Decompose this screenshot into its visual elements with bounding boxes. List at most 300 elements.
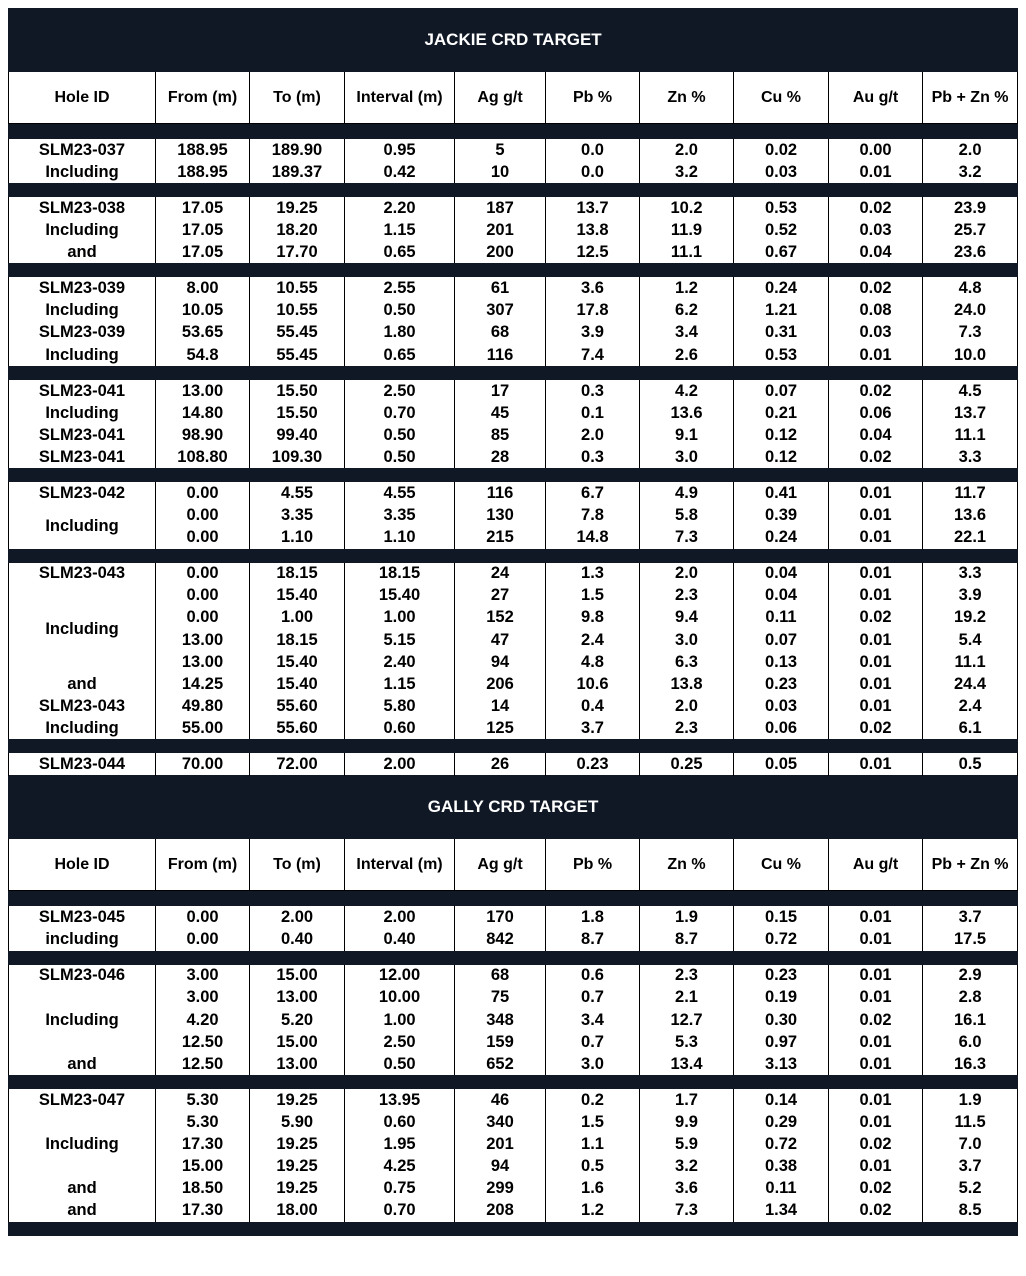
column-header: Hole ID	[9, 839, 156, 891]
table-row	[9, 1155, 1018, 1177]
cu-cell: 0.11	[734, 1177, 829, 1199]
zn-cell: 2.3	[640, 585, 734, 607]
zn-cell: 2.0	[640, 139, 734, 161]
cu-cell: 0.23	[734, 673, 829, 695]
to-cell: 15.00	[250, 965, 345, 987]
pb-cell: 0.1	[546, 402, 640, 424]
au-cell: 0.01	[829, 1089, 923, 1111]
from-cell: 53.65	[156, 322, 250, 344]
pbzn-cell: 0.5	[923, 753, 1018, 776]
column-header: To (m)	[250, 72, 345, 124]
to-cell: 10.55	[250, 300, 345, 322]
pb-cell: 1.5	[546, 585, 640, 607]
interval-cell: 0.50	[345, 1053, 455, 1075]
to-cell: 0.40	[250, 928, 345, 950]
column-header: Interval (m)	[345, 839, 455, 891]
pb-cell: 0.0	[546, 139, 640, 161]
interval-cell: 10.00	[345, 987, 455, 1009]
zn-cell: 3.6	[640, 1177, 734, 1199]
pbzn-cell: 6.1	[923, 717, 1018, 739]
pb-cell: 8.7	[546, 928, 640, 950]
pb-cell: 12.5	[546, 241, 640, 263]
pbzn-cell: 2.4	[923, 695, 1018, 717]
interval-cell: 1.15	[345, 673, 455, 695]
ag-cell: 75	[455, 987, 546, 1009]
au-cell: 0.01	[829, 651, 923, 673]
pb-cell: 2.4	[546, 629, 640, 651]
pbzn-cell: 5.4	[923, 629, 1018, 651]
pb-cell: 0.23	[546, 753, 640, 776]
pbzn-cell: 13.6	[923, 504, 1018, 526]
group-separator	[9, 549, 1018, 563]
to-cell: 3.35	[250, 504, 345, 526]
table-row	[9, 344, 1018, 366]
cu-cell: 0.04	[734, 563, 829, 585]
table-row	[9, 717, 1018, 739]
zn-cell: 1.2	[640, 277, 734, 299]
cu-cell: 0.41	[734, 482, 829, 504]
pb-cell: 1.6	[546, 1177, 640, 1199]
pbzn-cell: 3.7	[923, 1155, 1018, 1177]
from-cell: 13.00	[156, 629, 250, 651]
hole-id-cell: and	[9, 1053, 156, 1075]
hole-id-cell: Including	[9, 344, 156, 366]
table-row	[9, 1031, 1018, 1053]
column-header: To (m)	[250, 839, 345, 891]
pb-cell: 9.8	[546, 607, 640, 629]
zn-cell: 4.9	[640, 482, 734, 504]
interval-cell: 0.75	[345, 1177, 455, 1199]
ag-cell: 26	[455, 753, 546, 776]
cu-cell: 0.72	[734, 1133, 829, 1155]
pb-cell: 0.7	[546, 987, 640, 1009]
separator-cell	[9, 739, 1018, 753]
from-cell: 14.25	[156, 673, 250, 695]
ag-cell: 299	[455, 1177, 546, 1199]
cu-cell: 0.23	[734, 965, 829, 987]
pbzn-cell: 23.9	[923, 197, 1018, 219]
pb-cell: 13.8	[546, 219, 640, 241]
table-row	[9, 504, 1018, 526]
cu-cell: 0.97	[734, 1031, 829, 1053]
pbzn-cell: 19.2	[923, 607, 1018, 629]
interval-cell: 1.80	[345, 322, 455, 344]
au-cell: 0.01	[829, 753, 923, 776]
hole-id-cell: SLM23-046	[9, 965, 156, 987]
cu-cell: 0.31	[734, 322, 829, 344]
column-header-row	[9, 839, 1018, 891]
interval-cell: 1.00	[345, 1009, 455, 1031]
group-separator	[9, 739, 1018, 753]
zn-cell: 3.2	[640, 1155, 734, 1177]
from-cell: 5.30	[156, 1111, 250, 1133]
column-header: Pb + Zn %	[923, 839, 1018, 891]
pbzn-cell: 7.3	[923, 322, 1018, 344]
zn-cell: 11.1	[640, 241, 734, 263]
interval-cell: 12.00	[345, 965, 455, 987]
to-cell: 109.30	[250, 446, 345, 468]
cu-cell: 3.13	[734, 1053, 829, 1075]
zn-cell: 13.8	[640, 673, 734, 695]
ag-cell: 652	[455, 1053, 546, 1075]
interval-cell: 4.25	[345, 1155, 455, 1177]
ag-cell: 85	[455, 424, 546, 446]
au-cell: 0.01	[829, 629, 923, 651]
column-header: Cu %	[734, 72, 829, 124]
au-cell: 0.01	[829, 1031, 923, 1053]
table-row	[9, 446, 1018, 468]
zn-cell: 1.7	[640, 1089, 734, 1111]
to-cell: 19.25	[250, 197, 345, 219]
table-row	[9, 219, 1018, 241]
au-cell: 0.01	[829, 673, 923, 695]
zn-cell: 6.2	[640, 300, 734, 322]
from-cell: 12.50	[156, 1053, 250, 1075]
from-cell: 5.30	[156, 1089, 250, 1111]
ag-cell: 152	[455, 607, 546, 629]
table-row	[9, 482, 1018, 504]
interval-cell: 2.55	[345, 277, 455, 299]
ag-cell: 47	[455, 629, 546, 651]
interval-cell: 0.42	[345, 161, 455, 183]
hole-id-cell: SLM23-039	[9, 277, 156, 299]
au-cell: 0.03	[829, 219, 923, 241]
interval-cell: 3.35	[345, 504, 455, 526]
to-cell: 99.40	[250, 424, 345, 446]
pb-cell: 0.3	[546, 446, 640, 468]
to-cell: 55.60	[250, 695, 345, 717]
pbzn-cell: 11.7	[923, 482, 1018, 504]
separator-cell	[9, 951, 1018, 965]
ag-cell: 28	[455, 446, 546, 468]
hole-id-cell: and	[9, 241, 156, 263]
interval-cell: 2.00	[345, 906, 455, 928]
zn-cell: 5.8	[640, 504, 734, 526]
cu-cell: 0.24	[734, 526, 829, 548]
pbzn-cell: 11.5	[923, 1111, 1018, 1133]
cu-cell: 0.07	[734, 629, 829, 651]
cu-cell: 1.21	[734, 300, 829, 322]
au-cell: 0.02	[829, 717, 923, 739]
au-cell: 0.02	[829, 1177, 923, 1199]
cu-cell: 0.06	[734, 717, 829, 739]
pbzn-cell: 4.8	[923, 277, 1018, 299]
pb-cell: 0.5	[546, 1155, 640, 1177]
interval-cell: 2.50	[345, 380, 455, 402]
table-row	[9, 585, 1018, 607]
interval-cell: 18.15	[345, 563, 455, 585]
column-header: From (m)	[156, 839, 250, 891]
pb-cell: 3.9	[546, 322, 640, 344]
table-row	[9, 322, 1018, 344]
to-cell: 55.45	[250, 322, 345, 344]
table-row	[9, 987, 1018, 1009]
pbzn-cell: 3.7	[923, 906, 1018, 928]
from-cell: 70.00	[156, 753, 250, 776]
au-cell: 0.01	[829, 526, 923, 548]
zn-cell: 8.7	[640, 928, 734, 950]
pbzn-cell: 2.8	[923, 987, 1018, 1009]
zn-cell: 11.9	[640, 219, 734, 241]
from-cell: 0.00	[156, 563, 250, 585]
from-cell: 0.00	[156, 482, 250, 504]
zn-cell: 3.0	[640, 629, 734, 651]
interval-cell: 1.00	[345, 607, 455, 629]
interval-cell: 0.50	[345, 300, 455, 322]
ag-cell: 68	[455, 322, 546, 344]
ag-cell: 14	[455, 695, 546, 717]
au-cell: 0.01	[829, 563, 923, 585]
from-cell: 108.80	[156, 446, 250, 468]
to-cell: 18.15	[250, 563, 345, 585]
cu-cell: 0.30	[734, 1009, 829, 1031]
au-cell: 0.00	[829, 139, 923, 161]
au-cell: 0.08	[829, 300, 923, 322]
ag-cell: 27	[455, 585, 546, 607]
column-header: Ag g/t	[455, 72, 546, 124]
hole-id-cell: Including	[9, 585, 156, 673]
cu-cell: 0.04	[734, 585, 829, 607]
section-title-row	[9, 776, 1018, 839]
to-cell: 189.37	[250, 161, 345, 183]
pbzn-cell: 3.3	[923, 563, 1018, 585]
hole-id-cell: SLM23-037	[9, 139, 156, 161]
pbzn-cell: 5.2	[923, 1177, 1018, 1199]
cu-cell: 0.15	[734, 906, 829, 928]
table-row	[9, 651, 1018, 673]
hole-id-cell: and	[9, 1177, 156, 1199]
pb-cell: 3.0	[546, 1053, 640, 1075]
table-row	[9, 1133, 1018, 1155]
cu-cell: 0.13	[734, 651, 829, 673]
pb-cell: 0.2	[546, 1089, 640, 1111]
pbzn-cell: 2.0	[923, 139, 1018, 161]
from-cell: 0.00	[156, 928, 250, 950]
au-cell: 0.02	[829, 607, 923, 629]
hole-id-cell: SLM23-039	[9, 322, 156, 344]
cu-cell: 0.72	[734, 928, 829, 950]
au-cell: 0.02	[829, 380, 923, 402]
au-cell: 0.02	[829, 446, 923, 468]
to-cell: 19.25	[250, 1133, 345, 1155]
pbzn-cell: 13.7	[923, 402, 1018, 424]
hole-id-cell: SLM23-047	[9, 1089, 156, 1111]
table-row	[9, 424, 1018, 446]
from-cell: 17.05	[156, 197, 250, 219]
column-header: Interval (m)	[345, 72, 455, 124]
au-cell: 0.02	[829, 1009, 923, 1031]
interval-cell: 0.70	[345, 402, 455, 424]
to-cell: 5.20	[250, 1009, 345, 1031]
hole-id-cell: Including	[9, 161, 156, 183]
from-cell: 4.20	[156, 1009, 250, 1031]
from-cell: 49.80	[156, 695, 250, 717]
interval-cell: 0.60	[345, 717, 455, 739]
ag-cell: 61	[455, 277, 546, 299]
hole-id-cell: SLM23-041	[9, 424, 156, 446]
from-cell: 12.50	[156, 1031, 250, 1053]
group-separator	[9, 263, 1018, 277]
from-cell: 17.30	[156, 1199, 250, 1221]
hole-id-cell: Including	[9, 219, 156, 241]
from-cell: 18.50	[156, 1177, 250, 1199]
zn-cell: 7.3	[640, 526, 734, 548]
from-cell: 13.00	[156, 651, 250, 673]
from-cell: 3.00	[156, 987, 250, 1009]
zn-cell: 9.1	[640, 424, 734, 446]
zn-cell: 3.0	[640, 446, 734, 468]
to-cell: 1.00	[250, 607, 345, 629]
from-cell: 0.00	[156, 906, 250, 928]
from-cell: 3.00	[156, 965, 250, 987]
section-title: JACKIE CRD TARGET	[9, 9, 1018, 72]
pbzn-cell: 3.3	[923, 446, 1018, 468]
zn-cell: 13.4	[640, 1053, 734, 1075]
to-cell: 15.50	[250, 402, 345, 424]
table-row	[9, 402, 1018, 424]
au-cell: 0.01	[829, 585, 923, 607]
cu-cell: 0.02	[734, 139, 829, 161]
zn-cell: 2.0	[640, 695, 734, 717]
ag-cell: 206	[455, 673, 546, 695]
cu-cell: 0.38	[734, 1155, 829, 1177]
zn-cell: 2.3	[640, 965, 734, 987]
hole-id-cell: Including	[9, 504, 156, 548]
table-row	[9, 1111, 1018, 1133]
assay-results-table	[8, 8, 1018, 1236]
hole-id-cell: Including	[9, 402, 156, 424]
hole-id-cell: SLM23-041	[9, 380, 156, 402]
section-title: GALLY CRD TARGET	[9, 776, 1018, 839]
from-cell: 0.00	[156, 504, 250, 526]
ag-cell: 201	[455, 219, 546, 241]
zn-cell: 6.3	[640, 651, 734, 673]
cu-cell: 0.05	[734, 753, 829, 776]
cu-cell: 0.53	[734, 197, 829, 219]
ag-cell: 307	[455, 300, 546, 322]
cu-cell: 0.19	[734, 987, 829, 1009]
ag-cell: 68	[455, 965, 546, 987]
table-row	[9, 928, 1018, 950]
table-row	[9, 300, 1018, 322]
hole-id-cell: Including	[9, 987, 156, 1053]
pbzn-cell: 4.5	[923, 380, 1018, 402]
cu-cell: 1.34	[734, 1199, 829, 1221]
separator-cell	[9, 1075, 1018, 1089]
zn-cell: 0.25	[640, 753, 734, 776]
cu-cell: 0.07	[734, 380, 829, 402]
ag-cell: 340	[455, 1111, 546, 1133]
interval-cell: 13.95	[345, 1089, 455, 1111]
zn-cell: 9.4	[640, 607, 734, 629]
from-cell: 10.05	[156, 300, 250, 322]
interval-cell: 5.80	[345, 695, 455, 717]
group-separator	[9, 951, 1018, 965]
pb-cell: 14.8	[546, 526, 640, 548]
zn-cell: 7.3	[640, 1199, 734, 1221]
assay-results-table-container	[8, 8, 1017, 1236]
ag-cell: 200	[455, 241, 546, 263]
hole-id-cell: SLM23-038	[9, 197, 156, 219]
interval-cell: 1.10	[345, 526, 455, 548]
group-separator	[9, 366, 1018, 380]
pb-cell: 3.4	[546, 1009, 640, 1031]
to-cell: 4.55	[250, 482, 345, 504]
column-header: Au g/t	[829, 72, 923, 124]
to-cell: 5.90	[250, 1111, 345, 1133]
to-cell: 2.00	[250, 906, 345, 928]
ag-cell: 348	[455, 1009, 546, 1031]
table-body	[9, 9, 1018, 1236]
ag-cell: 24	[455, 563, 546, 585]
interval-cell: 4.55	[345, 482, 455, 504]
zn-cell: 2.1	[640, 987, 734, 1009]
pb-cell: 0.7	[546, 1031, 640, 1053]
column-header-row	[9, 72, 1018, 124]
ag-cell: 116	[455, 344, 546, 366]
au-cell: 0.02	[829, 197, 923, 219]
to-cell: 17.70	[250, 241, 345, 263]
column-header: Zn %	[640, 72, 734, 124]
from-cell: 17.05	[156, 219, 250, 241]
au-cell: 0.03	[829, 322, 923, 344]
interval-cell: 0.40	[345, 928, 455, 950]
cu-cell: 0.03	[734, 695, 829, 717]
pbzn-cell: 7.0	[923, 1133, 1018, 1155]
table-row	[9, 197, 1018, 219]
to-cell: 13.00	[250, 1053, 345, 1075]
hole-id-cell: Including	[9, 300, 156, 322]
pbzn-cell: 2.9	[923, 965, 1018, 987]
zn-cell: 13.6	[640, 402, 734, 424]
table-row	[9, 380, 1018, 402]
pbzn-cell: 10.0	[923, 344, 1018, 366]
separator-cell	[9, 1222, 1018, 1236]
column-header: Zn %	[640, 839, 734, 891]
pbzn-cell: 1.9	[923, 1089, 1018, 1111]
zn-cell: 1.9	[640, 906, 734, 928]
ag-cell: 208	[455, 1199, 546, 1221]
ag-cell: 201	[455, 1133, 546, 1155]
au-cell: 0.02	[829, 1133, 923, 1155]
pbzn-cell: 24.4	[923, 673, 1018, 695]
interval-cell: 0.95	[345, 139, 455, 161]
interval-cell: 0.65	[345, 344, 455, 366]
pb-cell: 13.7	[546, 197, 640, 219]
group-separator	[9, 1222, 1018, 1236]
au-cell: 0.06	[829, 402, 923, 424]
ag-cell: 5	[455, 139, 546, 161]
separator-cell	[9, 891, 1018, 907]
table-row	[9, 1089, 1018, 1111]
section-title-row	[9, 9, 1018, 72]
pb-cell: 1.3	[546, 563, 640, 585]
ag-cell: 125	[455, 717, 546, 739]
ag-cell: 130	[455, 504, 546, 526]
au-cell: 0.01	[829, 987, 923, 1009]
table-row	[9, 139, 1018, 161]
interval-cell: 2.00	[345, 753, 455, 776]
pb-cell: 17.8	[546, 300, 640, 322]
column-header: Pb %	[546, 72, 640, 124]
hole-id-cell: and	[9, 1199, 156, 1221]
table-row	[9, 161, 1018, 183]
from-cell: 0.00	[156, 526, 250, 548]
separator-cell	[9, 549, 1018, 563]
pb-cell: 1.1	[546, 1133, 640, 1155]
table-row	[9, 563, 1018, 585]
hole-id-cell: and	[9, 673, 156, 695]
